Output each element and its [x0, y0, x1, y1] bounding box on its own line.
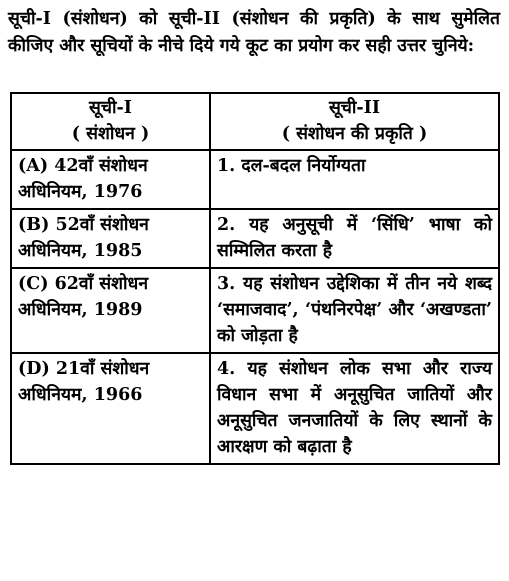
- amendment-cell: (D) 21वाँ संशोधन अधिनियम, 1966: [11, 353, 210, 464]
- amendment-cell: (A) 42वाँ संशोधन अधिनियम, 1976: [11, 150, 210, 209]
- amendment-cell: (C) 62वाँ संशोधन अधिनियम, 1989: [11, 268, 210, 353]
- match-table: [10, 92, 500, 465]
- nature-cell: 4. यह संशोधन लोक सभा और राज्य विधान सभा में अनूसुचित जातियों और अनूसुचित जनजातियों के लिए स्थानों के आरक्षण को बढ़ाता है: [210, 353, 499, 464]
- list-1-title: सूची-I: [89, 98, 132, 118]
- list-1-subtitle: ( संशोधन ): [71, 124, 150, 144]
- nature-cell: 1. दल-बदल निर्योग्यता: [210, 150, 499, 209]
- table-row: [11, 353, 499, 464]
- table-row: [11, 268, 499, 353]
- nature-cell: 2. यह अनुसूची में ‘सिंधि’ भाषा को सम्मिलित करता है: [210, 209, 499, 268]
- list-2-title: सूची-II: [328, 98, 381, 118]
- list-2-subtitle: ( संशोधन की प्रकृति ): [281, 124, 428, 144]
- amendment-cell: (B) 52वाँ संशोधन अधिनियम, 1985: [11, 209, 210, 268]
- nature-cell: 3. यह संशोधन उद्देशिका में तीन नये शब्द ‘समाजवाद’, ‘पंथनिरपेक्ष’ और ‘अखण्डता’ को जोड़ता है: [210, 268, 499, 353]
- question-text: सूची-I (संशोधन) को सूची-II (संशोधन की प्रकृति) के साथ सुमेलित कीजिए और सूचियों के नीचे दिये गये कूट का प्रयोग कर सही उत्तर चुनिये:: [8, 9, 500, 56]
- list-1-header: [11, 93, 210, 150]
- list-2-header: [210, 93, 499, 150]
- table-row: [11, 209, 499, 268]
- table-row: [11, 150, 499, 209]
- table-header-row: [11, 93, 499, 150]
